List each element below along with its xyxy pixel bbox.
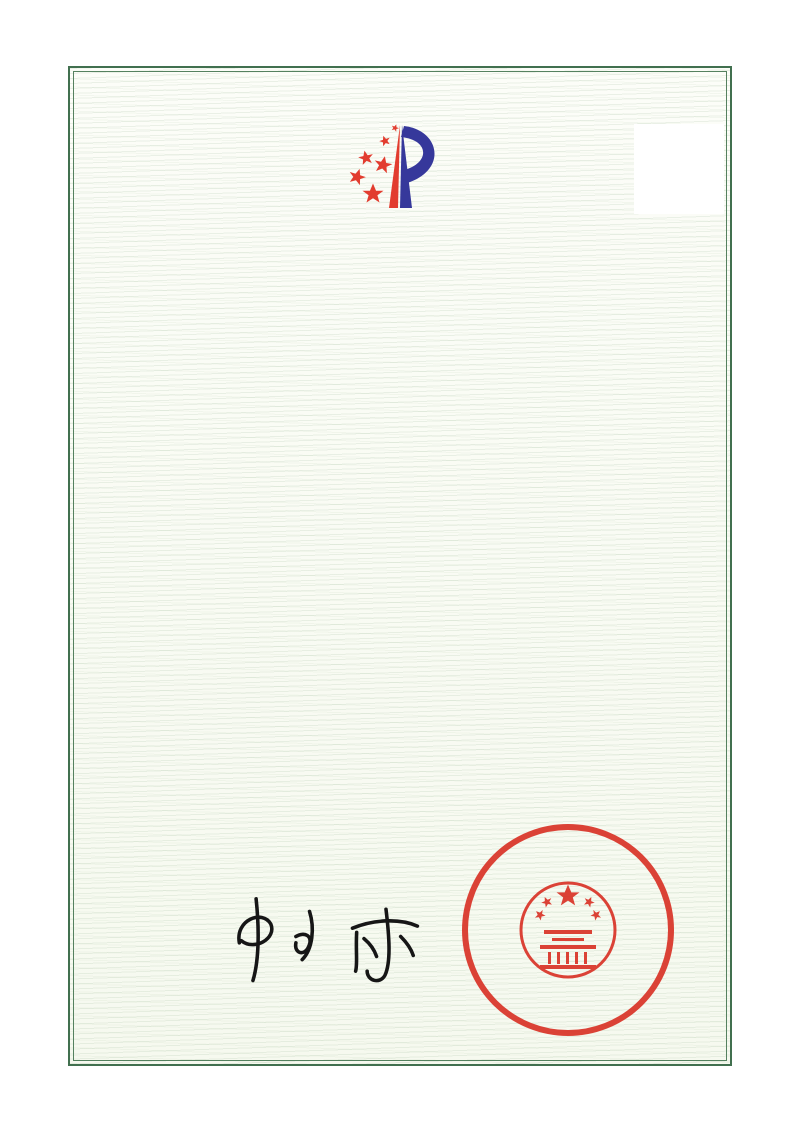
cnipa-red-seal — [456, 818, 680, 1042]
director-signature — [210, 888, 430, 983]
ornamental-border-top — [76, 20, 724, 64]
ornamental-border-bottom-right — [414, 1076, 644, 1112]
back-note-row — [60, 1072, 740, 1116]
qr-code — [634, 124, 724, 214]
ornamental-border-left — [22, 90, 66, 1040]
cnipa-logo-icon — [338, 112, 470, 224]
ornamental-border-bottom-left — [156, 1076, 386, 1112]
ornamental-border-right — [734, 90, 778, 1040]
